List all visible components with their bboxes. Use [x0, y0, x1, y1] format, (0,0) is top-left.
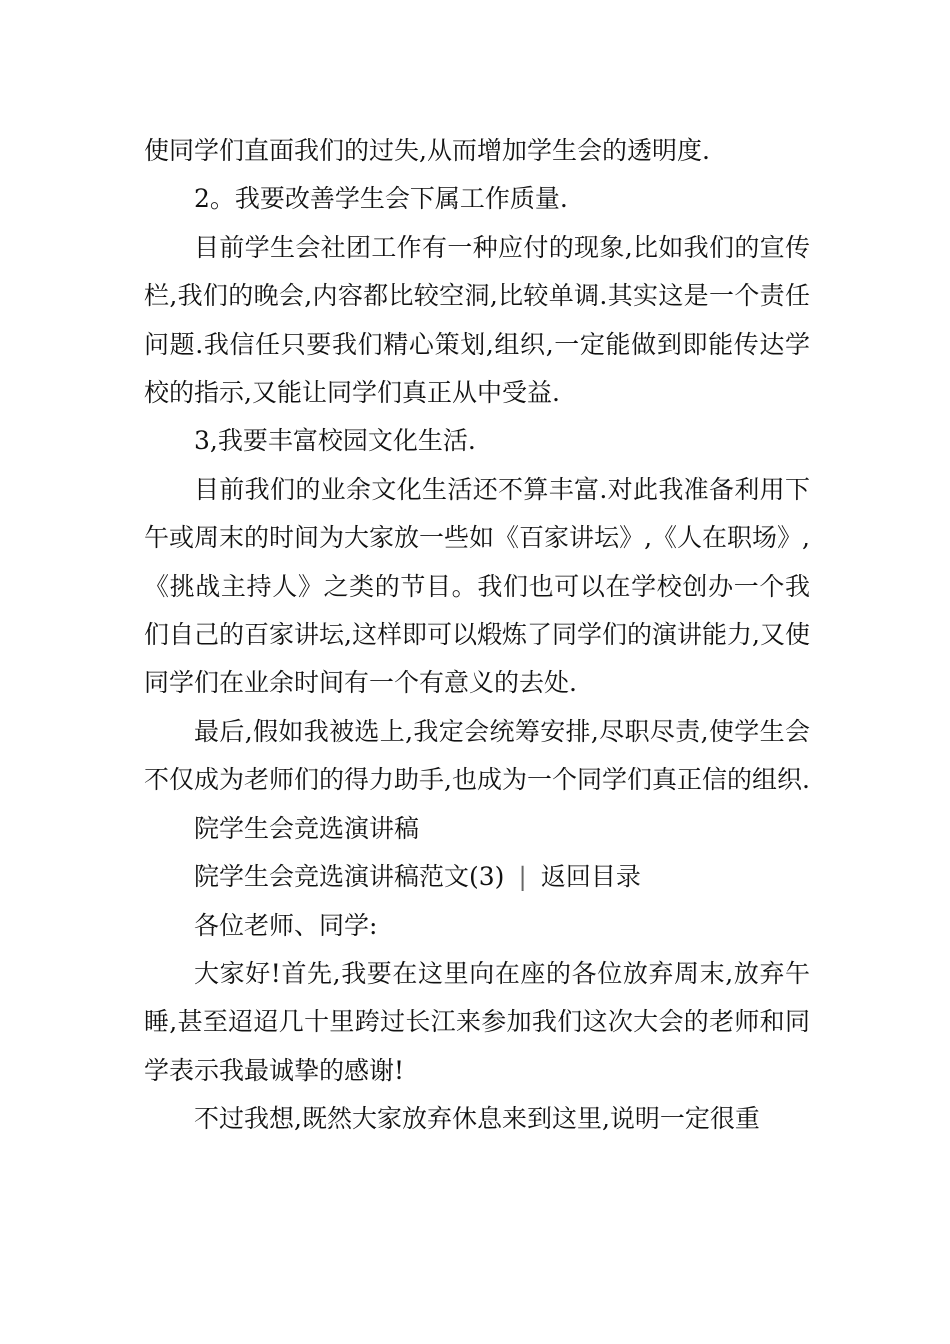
paragraph-culture-life: 目前我们的业余文化生活还不算丰富.对此我准备利用下午或周末的时间为大家放一些如《百家讲坛》,《人在职场》,《挑战主持人》之类的节目。我们也可以在学校创办一个我们自己的百家讲坛,这样即可以煅炼了同学们的演讲能力,又使同学们在业余时间有一个有意义的去处.: [144, 474, 810, 698]
paragraph-conclusion: 最后,假如我被选上,我定会统筹安排,尽职尽责,使学生会不仅成为老师们的得力助手,也成为一个同学们真正信的组织.: [144, 716, 810, 795]
paragraph-thanks: 大家好!首先,我要在这里向在座的各位放弃周末,放弃午睡,甚至迢迢几十里跨过长江来参加我们这次大会的老师和同学表示我最诚挚的感谢!: [144, 958, 810, 1085]
paragraph-transparency: 使同学们直面我们的过失,从而增加学生会的透明度.: [144, 136, 710, 165]
toc-separator: |: [518, 862, 527, 892]
paragraph-point-3: 3,我要丰富校园文化生活.: [194, 426, 476, 456]
back-to-toc-link[interactable]: 返回目录: [540, 862, 641, 892]
toc-title: 院学生会竞选演讲稿范文(3): [194, 862, 505, 892]
paragraph-work-quality: 目前学生会社团工作有一种应付的现象,比如我们的宣传栏,我们的晚会,内容都比较空洞,比较单调.其实这是一个责任问题.我信任只要我们精心策划,组织,一定能做到即能传达学校的指示,又能让同学们真正从中受益.: [144, 232, 810, 408]
document-body: [144, 127, 810, 1144]
section-title: 院学生会竞选演讲稿: [194, 813, 420, 843]
paragraph-continuation: 不过我想,既然大家放弃休息来到这里,说明一定很重: [194, 1104, 760, 1134]
toc-line: [144, 853, 810, 901]
paragraph-greeting: 各位老师、同学:: [194, 910, 378, 940]
paragraph-point-2: 2。我要改善学生会下属工作质量.: [194, 184, 568, 214]
